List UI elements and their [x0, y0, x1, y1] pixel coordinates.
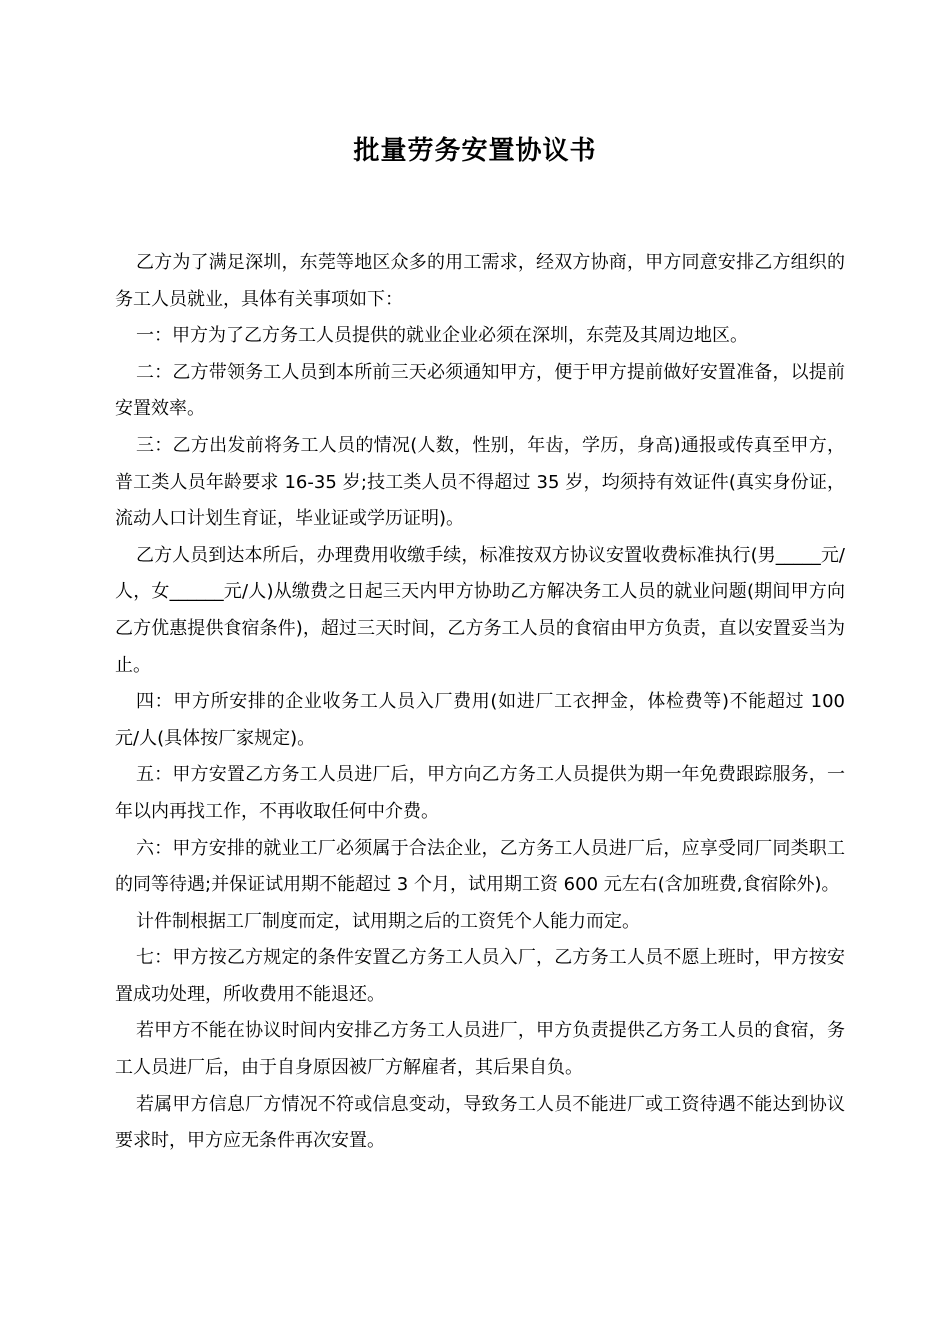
document-body: [115, 245, 845, 1160]
paragraph-clause-1: 一：甲方为了乙方务工人员提供的就业企业必须在深圳，东莞及其周边地区。: [136, 325, 748, 347]
paragraph-clause-7: 七：甲方按乙方规定的条件安置乙方务工人员入厂，乙方务工人员不愿上班时，甲方按安置成功处理，所收费用不能退还。: [115, 947, 845, 1005]
paragraph-accommodation: 若甲方不能在协议时间内安排乙方务工人员进厂，甲方负责提供乙方务工人员的食宿，务工人员进厂后，由于自身原因被厂方解雇者，其后果自负。: [115, 1020, 845, 1079]
paragraph-intro: 乙方为了满足深圳，东莞等地区众多的用工需求，经双方协商，甲方同意安排乙方组织的务工人员就业，具体有关事项如下：: [115, 252, 845, 310]
paragraph-fee-standard: 乙方人员到达本所后，办理费用收缴手续，标准按双方协议安置收费标准执行(男_____元/人，女______元/人)从缴费之日起三天内甲方协助乙方解决务工人员的就业问题(期间甲方向乙方优惠提供食宿条件)，超过三天时间，乙方务工人员的食宿由甲方负责，直以安置妥当为止。: [115, 544, 845, 676]
paragraph-clause-4: 四：甲方所安排的企业收务工人员入厂费用(如进厂工衣押金，体检费等)不能超过 100 元/人(具体按厂家规定)。: [115, 691, 845, 749]
paragraph-clause-2: 二：乙方带领务工人员到本所前三天必须通知甲方，便于甲方提前做好安置准备，以提前安置效率。: [115, 361, 845, 420]
paragraph-clause-5: 五：甲方安置乙方务工人员进厂后，甲方向乙方务工人员提供为期一年免费跟踪服务，一年以内再找工作，不再收取任何中介费。: [115, 764, 845, 822]
paragraph-reassignment: 若属甲方信息厂方情况不符或信息变动，导致务工人员不能进厂或工资待遇不能达到协议要求时，甲方应无条件再次安置。: [115, 1093, 845, 1152]
paragraph-clause-3: 三：乙方出发前将务工人员的情况(人数，性别，年齿，学历，身高)通报或传真至甲方，普工类人员年龄要求 16-35 岁;技工类人员不得超过 35 岁，均须持有效证件(真实身份证，流动人口计划生育证，毕业证或学历证明)。: [115, 434, 845, 530]
paragraph-clause-6: 六：甲方安排的就业工厂必须属于合法企业，乙方务工人员进厂后，应享受同厂同类职工的同等待遇;并保证试用期不能超过 3 个月，试用期工资 600 元左右(含加班费,食宿除外)。: [115, 837, 845, 896]
document-title: 批量劳务安置协议书: [353, 136, 597, 166]
paragraph-piecework: 计件制根据工厂制度而定，试用期之后的工资凭个人能力而定。: [136, 910, 640, 932]
